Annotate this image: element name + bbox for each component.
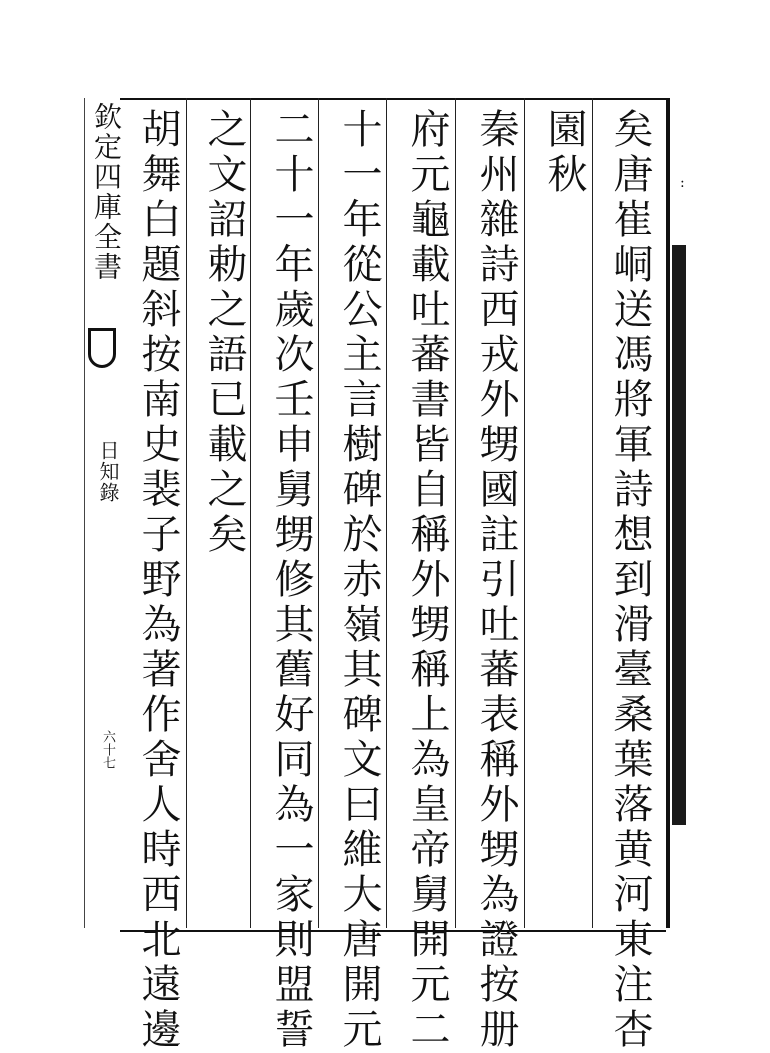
- text-column-2: 園秋: [541, 108, 587, 198]
- text-column-4: 府元龜載吐蕃書皆自稱外甥稱上為皇帝舅開元二: [404, 108, 450, 1053]
- column-rule: [524, 98, 525, 928]
- binding-edge-shadow: [672, 245, 686, 825]
- margin-divider: [84, 98, 85, 928]
- column-rule: [186, 98, 187, 928]
- column-rule: [318, 98, 319, 928]
- margin-dots: :: [680, 175, 685, 191]
- text-column-5: 十一年從公主言樹碑於赤嶺其碑文曰維大唐開元: [336, 108, 382, 1053]
- column-rule: [455, 98, 456, 928]
- column-rule: [250, 98, 251, 928]
- text-column-3: 秦州雜詩西戎外甥國註引吐蕃表稱外甥為證按册: [473, 108, 519, 1053]
- frame-right-border: [666, 98, 670, 928]
- text-column-8: 胡舞白題斜按南史裴子野為著作舍人時西北遠邊: [135, 108, 181, 1053]
- text-column-7: 之文詔勅之語已載之矣: [201, 108, 247, 558]
- column-rule: [386, 98, 387, 928]
- text-column-6: 二十一年歲次壬申舅甥修其舊好同為一家則盟誓: [268, 108, 314, 1053]
- page-number: 六十七: [100, 730, 115, 769]
- book-title: 欽定四庫全書: [90, 102, 123, 282]
- fishtail-mark: [88, 328, 116, 368]
- text-column-1: 矣唐崔峒送馮將軍詩想到滑臺桑葉落黄河東注杏: [607, 108, 653, 1053]
- section-title: 日知錄: [96, 440, 120, 503]
- column-rule: [592, 98, 593, 928]
